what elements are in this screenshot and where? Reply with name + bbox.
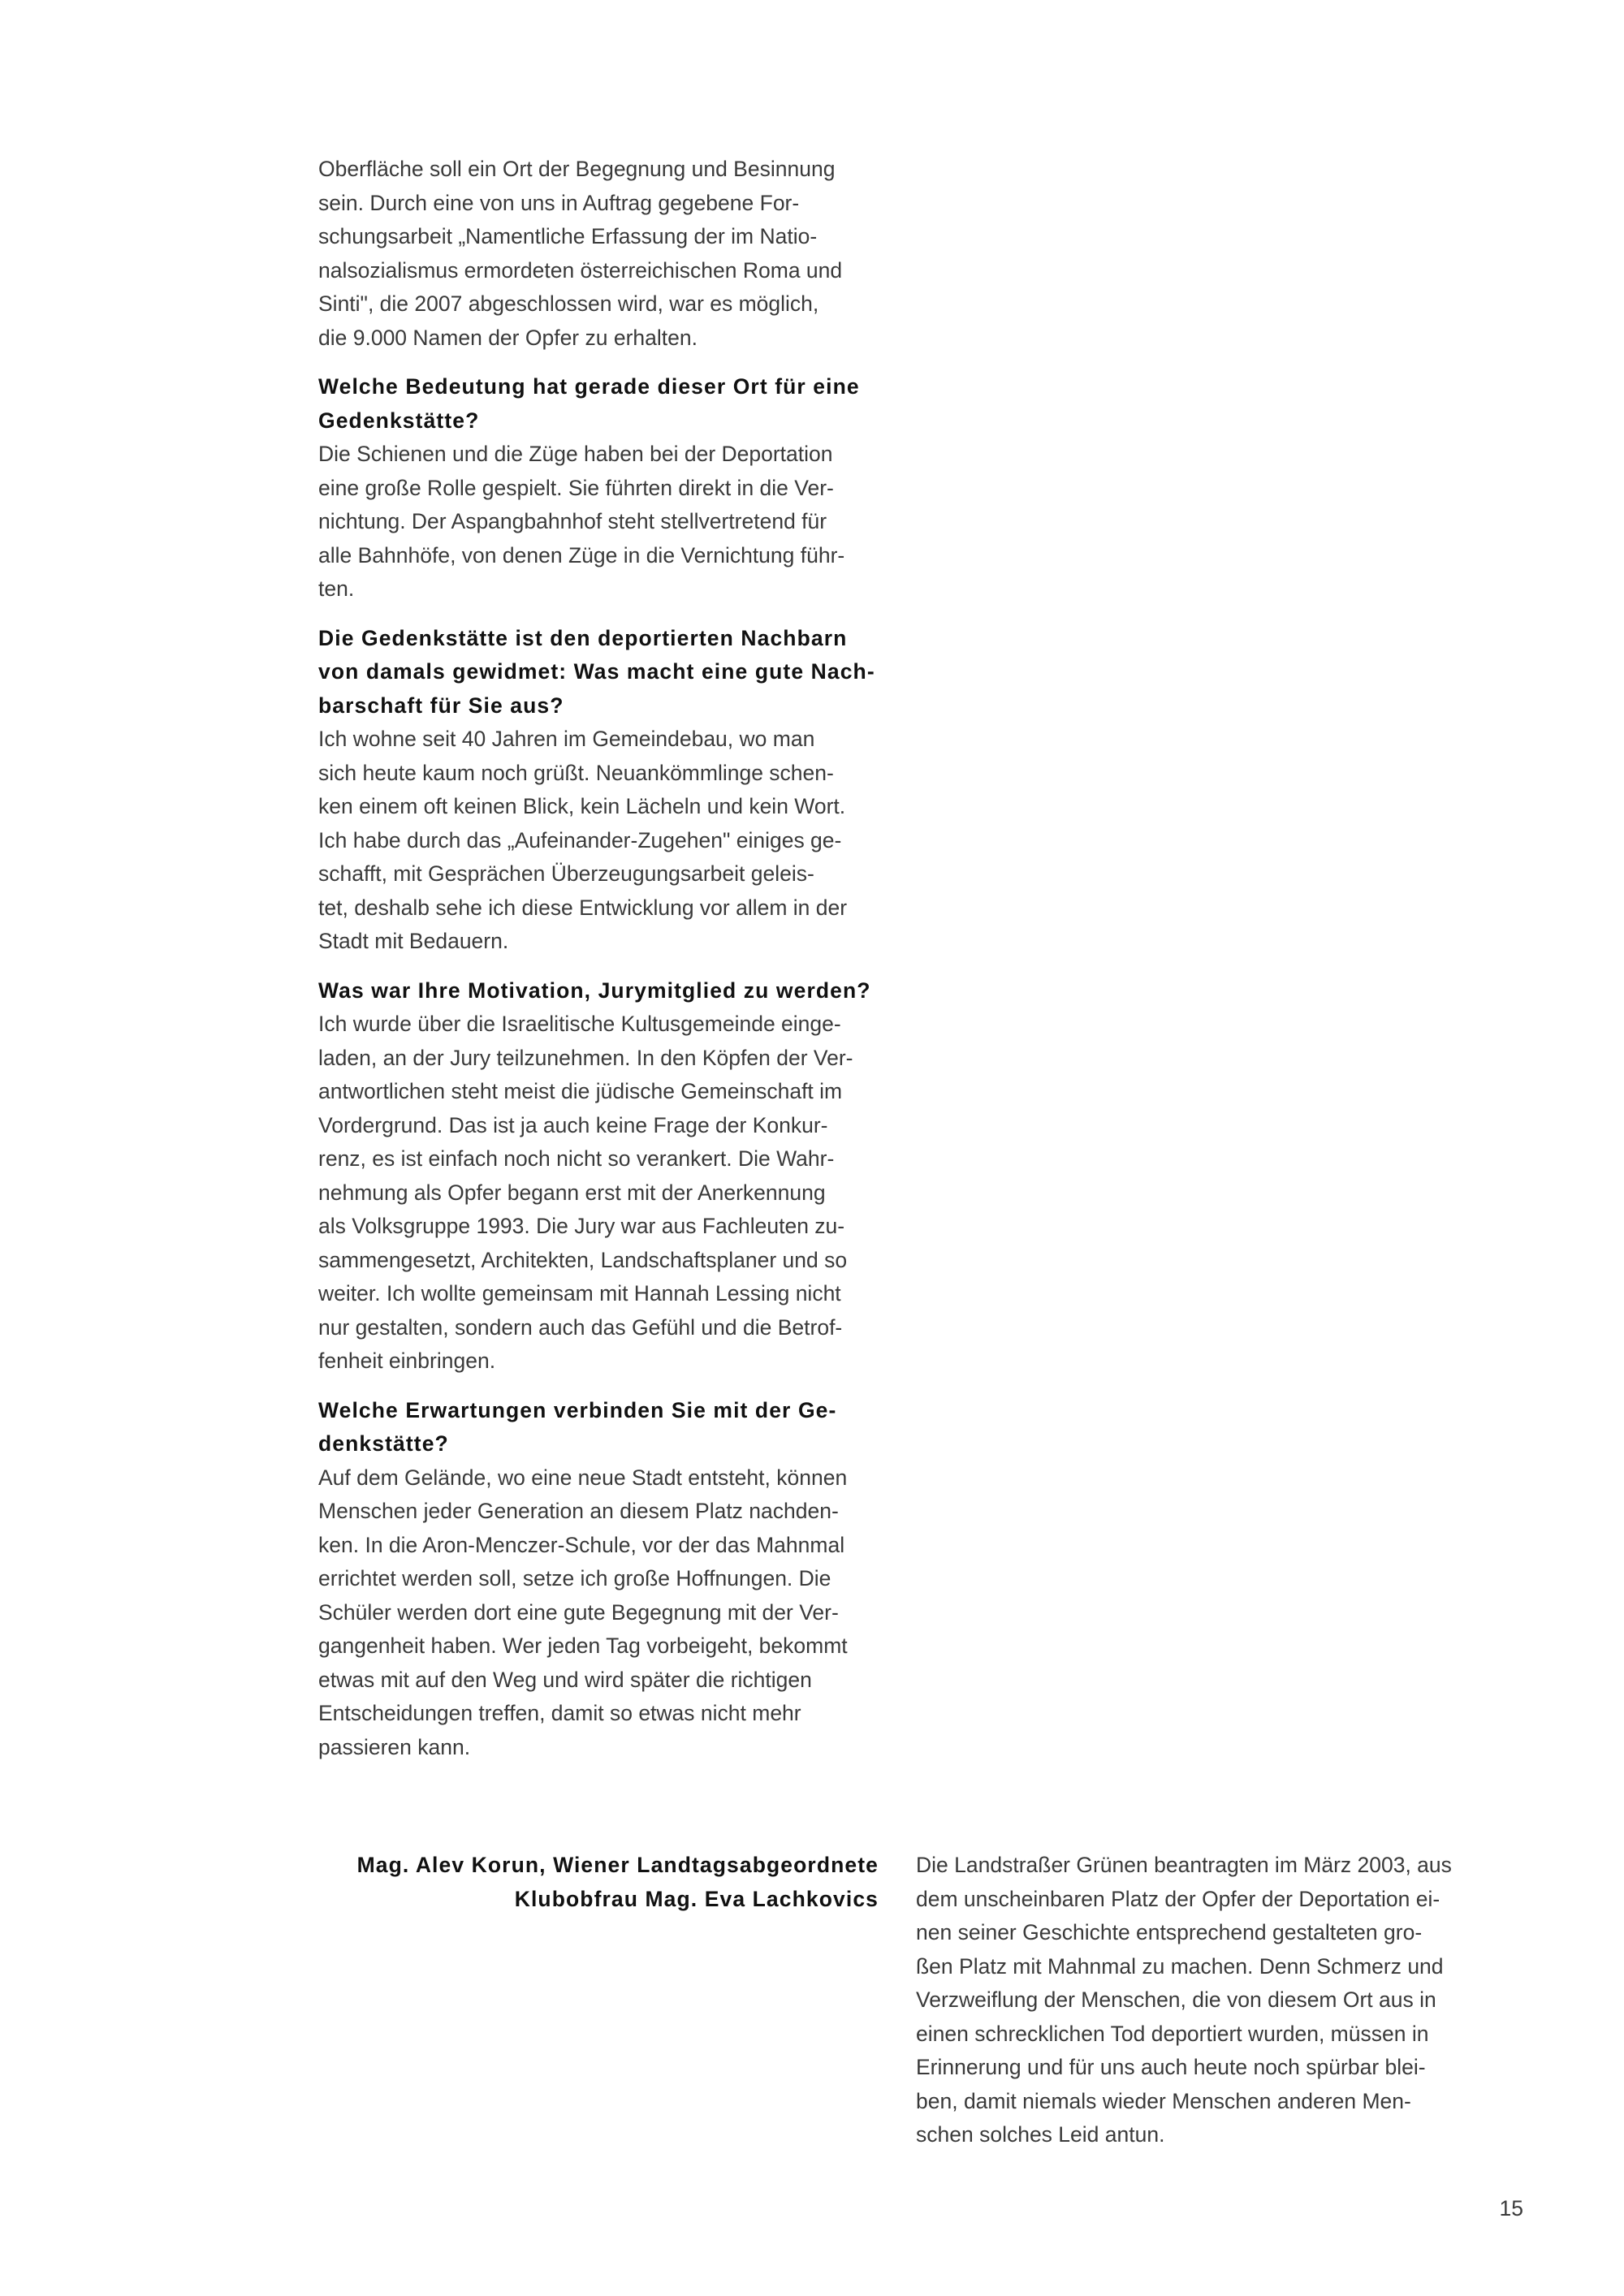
text-line: Schüler werden dort eine gute Begegnung mit der Ver-	[318, 1599, 839, 1625]
statement-column	[916, 1849, 1484, 2152]
text-line: nichtung. Der Aspangbahnhof steht stellvertretend für	[318, 509, 827, 533]
text-line: nehmung als Opfer begann erst mit der Anerkennung	[318, 1180, 826, 1205]
text-line: renz, es ist einfach noch nicht so verankert. Die Wahr-	[318, 1146, 835, 1171]
text-line: Ich wohne seit 40 Jahren im Gemeindebau, wo man	[318, 727, 815, 751]
text-line: die 9.000 Namen der Opfer zu erhalten.	[318, 325, 698, 350]
question-line: Welche Bedeutung hat gerade dieser Ort für eine	[318, 374, 860, 399]
text-line: als Volksgruppe 1993. Die Jury war aus Fachleuten zu-	[318, 1214, 845, 1238]
text-line: laden, an der Jury teilzunehmen. In den Köpfen der Ver-	[318, 1045, 853, 1070]
text-line: fenheit einbringen.	[318, 1349, 496, 1373]
answer-paragraph	[318, 1461, 883, 1765]
text-line: ßen Platz mit Mahnmal zu machen. Denn Schmerz und	[916, 1953, 1444, 1979]
answer-paragraph	[318, 438, 883, 606]
text-line: nalsozialismus ermordeten österreichischen Roma und	[318, 257, 843, 283]
text-line: etwas mit auf den Weg und wird später die richtigen	[318, 1667, 812, 1692]
text-line: Die Schienen und die Züge haben bei der Deportation	[318, 442, 833, 466]
text-line: schungsarbeit „Namentliche Erfassung der im Natio-	[318, 224, 818, 248]
text-line: Auf dem Gelände, wo eine neue Stadt entsteht, können	[318, 1465, 848, 1490]
text-line: eine große Rolle gespielt. Sie führten direkt in die Ver-	[318, 475, 834, 500]
page-number: 15	[1499, 2196, 1523, 2220]
text-line: Sinti", die 2007 abgeschlossen wird, war es möglich,	[318, 291, 819, 316]
text-line: schen solches Leid antun.	[916, 2122, 1165, 2147]
text-line: ken. In die Aron-Menczer-Schule, vor der das Mahnmal	[318, 1532, 845, 1557]
text-line: Oberfläche soll ein Ort der Begegnung und Besinnung	[318, 157, 836, 181]
text-line: nur gestalten, sondern auch das Gefühl und die Betrof-	[318, 1314, 843, 1340]
question-heading	[318, 974, 883, 1008]
signature-line: Klubobfrau Mag. Eva Lachkovics	[514, 1886, 879, 1911]
text-line: tet, deshalb sehe ich diese Entwicklung vor allem in der	[318, 895, 848, 920]
question-line: von damals gewidmet: Was macht eine gute Nach-	[318, 659, 875, 684]
question-heading	[318, 622, 883, 723]
text-line: sein. Durch eine von uns in Auftrag gegebene For-	[318, 190, 800, 215]
question-heading	[318, 370, 883, 438]
text-line: antwortlichen steht meist die jüdische Gemeinschaft im	[318, 1079, 843, 1103]
text-line: Menschen jeder Generation an diesem Platz nachden-	[318, 1499, 839, 1523]
text-line: einen schrecklichen Tod deportiert wurden, müssen in	[916, 2021, 1429, 2046]
intro-paragraph	[318, 153, 883, 355]
text-line: errichtet werden soll, setze ich große Hoffnungen. Die	[318, 1566, 831, 1590]
question-line: Was war Ihre Motivation, Jurymitglied zu werden?	[318, 978, 871, 1003]
question-line: Gedenkstätte?	[318, 408, 480, 433]
author-signature	[318, 1849, 879, 1916]
text-line: sich heute kaum noch grüßt. Neuankömmlinge schen-	[318, 760, 834, 785]
text-line: nen seiner Geschichte entsprechend gestalteten gro-	[916, 1920, 1423, 1944]
question-line: Die Gedenkstätte ist den deportierten Nachbarn	[318, 625, 848, 650]
text-line: dem unscheinbaren Platz der Opfer der Deportation ei-	[916, 1886, 1440, 1911]
text-line: schafft, mit Gesprächen Überzeugungsarbeit geleis-	[318, 861, 814, 886]
interview-column	[318, 153, 883, 1764]
text-line: ken einem oft keinen Blick, kein Lächeln und kein Wort.	[318, 794, 846, 818]
question-line: denkstätte?	[318, 1431, 449, 1456]
question-heading	[318, 1394, 883, 1461]
text-line: Ich wurde über die Israelitische Kultusgemeinde einge-	[318, 1012, 841, 1036]
signature-line: Mag. Alev Korun, Wiener Landtagsabgeordnete	[356, 1853, 879, 1877]
text-line: Entscheidungen treffen, damit so etwas nicht mehr	[318, 1701, 801, 1725]
question-line: Welche Erwartungen verbinden Sie mit der Ge-	[318, 1397, 837, 1422]
question-line: barschaft für Sie aus?	[318, 693, 564, 718]
text-line: gangenheit haben. Wer jeden Tag vorbeigeht, bekommt	[318, 1634, 848, 1658]
text-line: Erinnerung und für uns auch heute noch spürbar blei-	[916, 2055, 1426, 2079]
text-line: sammengesetzt, Architekten, Landschaftsplaner und so	[318, 1247, 848, 1272]
text-line: Ich habe durch das „Aufeinander-Zugehen" einiges ge-	[318, 827, 842, 852]
text-line: weiter. Ich wollte gemeinsam mit Hannah Lessing nicht	[318, 1281, 841, 1306]
text-line: ben, damit niemals wieder Menschen anderen Men-	[916, 2088, 1411, 2113]
answer-paragraph	[318, 1008, 883, 1379]
answer-paragraph	[318, 723, 883, 959]
text-line: passieren kann.	[318, 1734, 471, 1759]
text-line: Die Landstraßer Grünen beantragten im März 2003, aus	[916, 1853, 1452, 1877]
text-line: Stadt mit Bedauern.	[318, 929, 509, 953]
text-line: Vordergrund. Das ist ja auch keine Frage der Konkur-	[318, 1112, 828, 1137]
text-line: ten.	[318, 576, 355, 601]
text-line: Verzweiflung der Menschen, die von diesem Ort aus in	[916, 1987, 1436, 2012]
text-line: alle Bahnhöfe, von denen Züge in die Vernichtung führ-	[318, 542, 845, 568]
